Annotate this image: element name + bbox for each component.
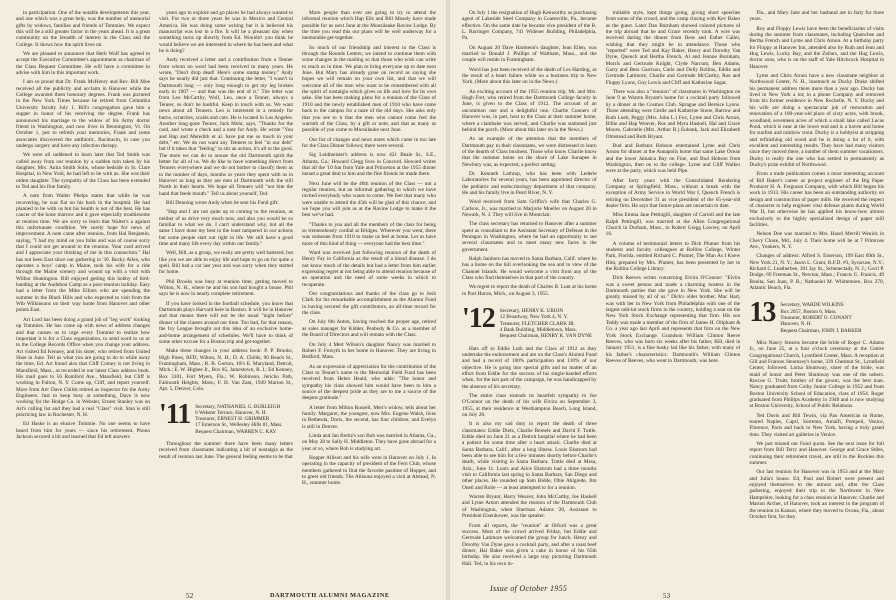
magazine-title: DARTMOUTH ALUMNI MAGAZINE xyxy=(270,592,390,599)
column-paragraph: Lyme and Chris Arnon have a new classmate neighbor at Northwood Center, N. H., inasmuch as Ducky Drake shifted his permanent address there more than a year ago. Ducky has lived in New York a lot; in a phone Company and removed from his former residence in New Rochelle, N. Y. Ducky and his wife are doing a spectacular job of restoration and renovation of a 180-year-old place of sixty acres, with brook, woodland, seventeen acres of which a small lake called Lucas Pond. which is near at the lower end and is a haven and home for sunfish and rainbow trout. Ducky is a hobbyist at stripping and refinishing old wood and he is doing a lot of it, with excellent and interesting results. They have had many visitors since they moved there, a number of them summer vacationers. Ducky is really the one who has settled in permanently as Ducky's prize exhibit of Northwood. xyxy=(749,73,884,168)
column-paragraph: On August 20 Dave Harmeon's daughter, Jean Ellen, was married to Donald J. Phillips of Waltham, Mass., and the couple will reside in Framingham. xyxy=(462,44,597,64)
class-officer-treasurer-address: Hanover, N. H. xyxy=(780,321,812,328)
class-officers xyxy=(500,307,592,339)
class-officer-secretary: Secretary, HENRY K. URION xyxy=(499,308,564,315)
issue-label: Issue of October 1955 xyxy=(490,584,568,593)
column-paragraph: We just missed our Fund quota. See the next issue for full report from Bill Terry and Hanover. George and Grace Stiles, continuing their retirement travel, are still in the Rockies this summer. xyxy=(749,441,884,467)
column-paragraph: Warren Bryant, Harry Weaver, John McCarthy, Joe Haskell and Lyme Arnon attended the reunion of the Dartmouth Club of Washington, when Sherman Adams '20, Assistant to President Eisenhower, was the speaker. xyxy=(462,494,597,520)
right-column-1 xyxy=(462,10,597,576)
column-paragraph: The entire class extends its heartfelt sympathy to Joe O'Connor on the death of his wife Elvira on September 3, 1955, at their residence at Westhampton Beach, Long Island, on July 28. xyxy=(462,392,597,419)
left-column-3 xyxy=(302,10,436,576)
left-column-1 xyxy=(16,10,150,576)
column-paragraph: From all reports, the "reunion" at Orford was a great success. Most of the crowd arrived Friday, but Eddie and Gertrude Latimore welcomed the group for lunch. Henry and Dorothy Van Dyne gave a cocktail party, and after a roast beef dinner, Hal Baker was given a cake in honor of his 65th birthday. He also received a large tray picturing Dartmouth Hall. Ted, in his own in- xyxy=(462,522,597,567)
column-paragraph: Our list of changes and news notes which came in too late for the Class Dinner follows; there were several. xyxy=(302,136,436,149)
column-paragraph: If you have looked in the football schedule, you know that Dartmouth plays Harvard here in Boston. It will be in Hanover and that means there will not be the usual "night before" dinner of the classes around our time. Too bad, for that reason, the Ivy League brought out this idea of an exclusive home-and-home arrangement of schedules. We'll have to think of some other excuse for a Boston trip and get-together. xyxy=(159,300,293,345)
column-paragraph: Linda and Jan Breitz's son Bob was married in Atlanta, Ga., on May 28 to Sally H. Middleton. They have gone abroad for a year or so, where Bob is studying art. xyxy=(302,432,436,452)
column-paragraph: Dr. Kenneth Lathrop, who has been with Lederle Laboratories for several years, has been appointed director of the pediatric and endocrinology department of that company. He and his family live in Pearl River, N. Y. xyxy=(462,170,597,196)
class-year-number: 13 xyxy=(749,297,776,329)
column-paragraph: We are pleased to announce that Herb Wolf has agreed to accept the Executive Committee's appointment as chairman of the Class Bequest Committee. He will have a committee to advise with him in this important work. xyxy=(16,51,150,77)
class-officer-bequest: Bequest Chairman, JOHN J. BARKER xyxy=(780,327,862,334)
column-paragraph: Hopper Allison and his wife were in Hanover on July 1. In operating in the capacity of president of the Fern Club, whose members gathered to find the favorite pastime of Hopper, and to greet old friends. The Allisons enjoyed a visit at Alstead, N. H., summer home. xyxy=(302,455,436,487)
left-page-columns xyxy=(16,10,436,576)
column-paragraph: So much of our friendship and interest in the Class is through the Rounds Letters; we intend to continue them with some changes in the mailing so that those who wish can write to reach us in time. We plan to bring everyone up to date next June. But Mary has already gone on record as saying she hopes we will remain on your own list, and that we will welcome all of the men who want to be remembered with all the spirit of nostalgia which gives us life and love for its own sake. She has been making plans for a reunion of the Class of 1910 and the newly established men of 1910 who have come back to the campus for a taste of the old days. She asks only that you see to it that the men who cannot come feel the warmth of the Class, by a gift or note, and that as many as possible of you come to Moosilauke next June. xyxy=(302,44,436,134)
class-officers xyxy=(195,403,282,435)
column-paragraph: Make these changes in your address book: P. P. Brooks, High Pines, RFD, Wilton, N. H.; D. A. Childs, 90 Beach St., Framingham, Mass.; R. B. Gorton, 16½ E. Maryland, Detroit, Mich.; E. W. Higbee Jr., Box 85, Jamestown, R. I.; Ed Kenney, Box 3101, Fort Myers, Fla.; W. Robinson, Jericho Path, Falmouth Heights, Mass.; F. H. Van Zant, 1949 Marion St., Apt. 5, Denver, Colo. xyxy=(159,348,293,393)
column-paragraph: An exciting account of the 1955 reunion trip, Mr. and Mrs. Hugh Fort, who retired from the Dartmouth College faculty in June, is given to the Class of 1912. The account of an uncommon one and a delightful one. Charlie Conners of Hanover was, in part, host to the Class at their summer home, where a clambake was served, and Charlie was stationed just behind the porch. (More about this later on in the News.) xyxy=(462,88,597,133)
column-paragraph: It is also my sad duty to report the death of three classmates: Eddie Dietz, Charlie Remele and David F. Tuttle. Eddie died on June 21 as a Detroit hospital where he had been a patient for some time after a heart attack. Charlie died at Santa Barbara, Calif., after a long illness. Louis Ekstrom had been able to see him for a few minutes shortly before Charlie's death, while visiting in Santa Barbara. Tuttle died at Mesa, Ariz., June 11. Louis and Alice Ekstrom had a three months visit to California last spring in Santa Barbara, San Diego and other places. He rounded up Sam Ridde, Obie Ahlgrede, Jim Oneil and Rolle — at least attempted to for a reunion. xyxy=(462,421,597,491)
class-year-number: '12 xyxy=(462,303,495,335)
column-paragraph: Bill Denning wrote Andy when he sent his Fund gift: xyxy=(166,199,279,206)
class-officer-treasurer: Treasurer, ROBERT O. CONANT xyxy=(780,315,852,322)
class-officer-address: Box 2057, Boston 6, Mass. xyxy=(780,308,837,315)
column-paragraph: I am so proud that Dr. Frank McHenry and Rev. Bill Moe received all the publicity and acclaim in Hanover while the College awarded them honorary degrees. Frank was pictured in the New York Times because he retired from Columbia University faculty July 1. Bill's congregation gave him a supper in honor of his receiving the degree. Frank has announced his marriage to the widow of his Army doctor friend in Washington, and now lives in Bennington, Vt. On October 1, just to refresh your memories, Frank and some associates discovered the antibiotic, Bacitracin, in case you undergo surgery and have any infection therapy. xyxy=(16,79,150,149)
column-paragraph: Word has just been received of the death of Les Harding, as the result of a heart failure while on a business trip to New York. (More about this later on in the News.) xyxy=(462,66,597,86)
column-paragraph: More people than ever are going to try to attend the informal reunion which Hap Ells and Bill Mosely have made possible for us next June at the Moosilauke Ravine Lodge. By the time you read this our plans will be well underway for a memorable get-together. xyxy=(302,10,436,42)
class-officer-address: 12 Broadway, New York 4, N. Y. xyxy=(499,314,568,321)
left-column-2 xyxy=(159,10,293,576)
class-officers xyxy=(780,301,861,333)
column-paragraph: As an expression of appreciation for the contribution of the Class to Tenner's name to the Memorial Field Fund has been received from Helen Heald, who adds: "The honor and sympathy his class showed him would have been to him a source of the deepest pride as they are to me a source of the deepest gratitude." xyxy=(302,363,436,402)
class-officer-treasurer-address: 4 Bank Building, Middletown, Mass. xyxy=(499,326,577,333)
right-page xyxy=(450,0,896,600)
class-officer-address: 6 Webster Terrace, Hanover, N. H. xyxy=(195,409,267,416)
column-paragraph: Ed Haske is an elusive Tommie. No one seems to have heard from him for years — since his retirement. Phono Jackson secured a bit and learned that Ed left answers xyxy=(16,421,150,440)
column-paragraph: imitable style, kept things going, giving short speeches from some of the crowd, and the camp closing with Kev Baker as the guest. Later Dan Burnham showed colored pictures of the trip abroad that he and Grace recently took. A wire was received during the dinner from Bess and Esther Caller, wishing that they might be in attendance. Those who "reported" were Ted and Kay Baker, Henry and Dorothy Van Dyne, Quench and Bertha French, Al and Jeanne Burnham, Morris and Gertrude Knight, Clyde Narcum, Ben Adams, Garry and Bess Garrison, Carle and Dolly Rollins, Eddie and Gertrude Latimore, Charlie and Gertrude McCarthy, Roe and Fluppy Lyons, Guy Lewis and Cliff and Katherine Sugar. xyxy=(605,10,741,86)
column-paragraph: On July 1 the resignation of Hugh Kenworthy as purchasing agent of Lakeside Steel Company in Coatesville, Pa., became effective. On the same date he became vice president of the R. L. Barringer Company, 741 Widener Building, Philadelphia, Pa. xyxy=(462,10,597,42)
column-paragraph: Word received from Sam Griffin's wife that Charles G. Carlson, Jr., was married to Marjorie Moeller on August 20 in Newark, N. J. They will live in Montclair. xyxy=(462,199,597,218)
column-paragraph: in participation. One of the notable developments this year, and one which was a great help, was the number of memorial gifts by widows, families and friends of Tommies. We expect this will be a still greater factor in the years ahead. It is a great community on the breadth of interest in the Class and the College. It shows how the spirit lives on. xyxy=(16,10,150,48)
column-paragraph: "Thanks to you and all the members of the class for being so tremendously cordial at Bridges. Wherever you went, there was someone from 1910 to make us feel at home. Let us have more of this kind of thing — everyone had the best time." xyxy=(302,221,436,247)
column-paragraph: Andy received a letter and a contribution from a Tenner from whom no word had been received in many years. He wrote, "Don't drop dead! Here's some stamp money." Andy says he nearly did just that. Continuing the letter, "I wasn't in Dartmouth long — only long enough to get my leg broken early in 1907 — and that was the end of it." The letter was from Leo McCarthy, Wolf, Leo, once a Tenner, always a Tenner, so don't be bashful. Keep in touch with us. We want news about all Tenners. Leo is interested in a remedy for burns, scratches, scalds and cuts. He is located in Los Angeles. Another long-gone Tenner, Jack Mohr, says, "Thanks for the card, and wrote a check and a note for Andy. He wrote "You and Hap and Meredith et al. have put me so much in your debt," etc. We do not want any Tenners to feel "in our debt" but if it takes that "feeling" to stir an action, it's all to the good. The more we can do to arouse the old Dartmouth spirit the better for all of us. We do like to have something direct from Tenners everywhere and we do not bother to classify them as to the number of days, months or years they spent with us in Hanover as long as they are men of Dartmouth with the still North in their hearts. We hope all Tenners will "not bite the hand that feeds mouth." Tell us about yourself, Ted. xyxy=(159,57,293,197)
class-header xyxy=(462,303,597,340)
column-paragraph: years ago to explore and go places he had always wanted to visit. For two or three years he was in Mexico and Central America. He was doing some writing but it is believed his manuscript was lost in a fire. It will be a pleasant day when something turns up directly from Ed. Wouldn't you think he would believe we are interested in where he has been and what he is doing? xyxy=(159,10,293,55)
column-paragraph: A note from Walter Phelps states that while he was recovering, he was flat on his back in the hospital. He had planned to be with us but his health is not of the best. He has cancer of the bone marrow and it gave especially troublesome at reunion time. We are sorry to learn that Walter's a against this unfortunate condition. We surely hope for news of improvement. A note came after reunion, from Hal Benjamin, saying, "I had my mind on you folks and was of course sorry that I could not get around to the reunion. Your card arrived and I appreciate your thinking of me in this connection." Hal has not been East since our gathering in '30. Bucky Allen, who operates a boys' camp in Maine, took his wife for a ride through the Maine scenery and wound up with a visit with Wilbur Huntington. Bill enjoyed getting this hobby of bird-banding at the Audubon Camp as a post-reunion holiday. Easy had a letter from the Mike Elliots who are spending the summer in the Black Hills and who expected to visit from the Wib Wilkinsons on their way home from Hanover and other points East. xyxy=(16,193,150,314)
column-paragraph: Bud and Barbara Hobson entertained Lyme and Chris Arnon for dinner at the Annapolis home that same Lake Ocean and the lower Jamaica Bay on Fine, and Bud Hobson from Washington, then on to the college. Lyme and Cliff Walker were at the party, which was held Pipe. xyxy=(605,142,741,175)
column-paragraph: Miss Nancy Stearns became the bride of Roger C. Adams Jr., on June 25, at a four o'clock ceremony at the Centre Congregational Church, Lynnfield Center, Mass. A reception at Gill and Frances Stearnsey's home, 339 Chestnut St., Lynnfield Center, followed. Lorna Shumway, sister of the bride, was maid of honor and Peter Shumway was one of the ushers. Roscoe G. Truitt, brother of the groom, was the best man. Nancy graduated from Colby Junior College in 1952 and from Boston University School of Education, class of 1954. Roger graduated from Phillips Academy in 1948 and is now studying at Boston University, School of Public Relations. xyxy=(749,339,884,410)
column-paragraph: Ted Davis and Bill Tewin, via Pan American to Rome, toured Naples, Capri, Sorrento, Amalfi, Pompeii, Venice, Florence, Paris and back to New York, having a truly grand time. They visited art galleries in Venice. xyxy=(749,412,884,438)
class-officer-treasurer: Treasurer, FLETCHER CLARK JR. xyxy=(499,320,576,327)
class-officer-treasurer: Treasurer, ERNEST H. GRIMMER xyxy=(195,416,270,423)
column-paragraph: On July 6th Anton, having reached the proper age, retired as sales manager for Kidder, Peabody & Co. as a member of the Board of Directors and will remain with the Class. xyxy=(302,319,436,339)
column-paragraph: Phil Brooks was busy at reunion time, getting moved to Wilton, N. H., where he and his son had bought a house. Phil says he is now in nearly complete retirement. xyxy=(159,278,293,298)
column-paragraph: The class secretary has returned to Hanover after a summer spent as consultant to the Assistant Secretary of Defense in the Pentagon in Washington, where he had an opportunity to see several classmates and to meet many new faces in the government. xyxy=(462,221,597,253)
column-paragraph: Well, Bill, as a group, we really are pretty well battered, but like you we are able to enjoy life and hope to go on for quite a spell. Bill had a car last year and was sorry when they started for home. xyxy=(159,250,293,276)
class-officer-secretary: Secretary, WARDE WILKINS xyxy=(780,302,844,309)
column-paragraph: Throughout the summer there have been many letters received from classmates indicating a bit of nostalgia as the result of reunion last June. The general feeling seems to be that xyxy=(159,441,293,460)
class-header xyxy=(749,297,884,334)
left-page xyxy=(0,0,446,600)
column-paragraph: Our last reunion for Hanover was in 1953 and at the Mary and Julia's house. Ed, Paul and Robert were present and enjoyed themselves to the utmost and, after the Class gathering, enjoyed their trip to the Northwest in New Hampshire, looking for a class reunion in Hanover. Charlie and Marion Archer, of Hanover, took an interest in the program of the reunion in Kansas, where they moved to Ocona, Fla., about October first, for they xyxy=(749,469,884,520)
right-column-3 xyxy=(749,10,884,576)
column-paragraph: Sig Leidmeister's address is now 421 Beale St., S.E., Atlanta, Ga.; Howard Clegg lives in Concord. Howard writes that all the '10 fun from Yale and Princeton at the 1955 dinner meant a great deal to him and the fine friends he made there. xyxy=(302,152,436,178)
class-officer-secretary: Secretary, NATHANIEL G. BURLEIGH xyxy=(195,403,281,410)
class-year-number: '11 xyxy=(159,398,191,430)
right-page-columns xyxy=(462,10,884,576)
column-paragraph: A volume of testimonial letters to Dick Plumer from his students and faculty colleagues at Rollins College, Winter Park, Florida, entitled Richard C. Plumer, The Man As I Knew Him, prepared by Mrs. Plumer, has been presented by her to the Rollins College Library. xyxy=(605,240,741,273)
column-paragraph: Art Lord has been doing a grand job of "leg work" looking up Tommies. He has come up with news of address changes and that causes us to urge every Tommie to realize how important it is for a Class organization, to send word to us or to the College Records Office when you change your address. Art visited Ed Kenney, and his sister, who retired from United Shoe in June. Tell us what you are going to do to while away the time, Ed. Art found also that Cliff Comey is not living in Mansfield, Mass., as recorded in our latest Class address book. His mail goes to 56 Rumford Ave., Mansfield, but Cliff is working in Fulton, N. Y. Come up, Cliff, and report yourself. More from Art: Dave Childs retired as inspector for the Army Engineers. Just to keep busy at something, Dave is now working for the Hodge Co. in Webster, Ernest Stanley was on Art's calling list and they had a real "Class" visit. Stan is still practicing law in Rochester, N. H. xyxy=(16,316,150,418)
right-column-2 xyxy=(606,10,741,576)
column-paragraph: Nelson Doe was married to Mrs. Hazel Merrill Wenick in Chevy Chase, Md., July 4. Their home will be at 7 Primrose Ave., Yonkers, N. Y. xyxy=(749,231,884,251)
column-paragraph: Dick Reeves writes concerning Elvira O'Connor: "Elvira was a sweet person and made a charming hostess in the Dartmouth parties that she gave in New York. She will be greatly missed by all of us." Dick's older brother, Mac Hart, was with her in New York from Philadelphia with one of the largest odd-lot stock firms in the country, holding a seat on the New York Stock Exchange representing that firm. His son Teddy was made a member of the firm of James H. Oliphant & Co. a year ago last April and represents that firm on the New York Stock Exchange. Grandson William Clinton Reeve Reeves, who was born six weeks after his father, Bill, died in January 1951, is a fine husky lad like his father, with many of his father's characteristics. Dartmouth's William Clinton Reeves of Reeves, who went to Dartmouth, was here. xyxy=(605,275,741,364)
column-paragraph: On July 4 Mert Wilson's daughter Nancy was married to Robert F. Forsyth in her home in Hanover. They are living in Bedford, Mass. xyxy=(302,341,436,361)
column-paragraph: There was also a "reunion" of classmates in Washington on June 9 as Warren Bryant's home for a cocktail party followed by a dinner at the Cosmos Club. Sprague and Bernice Lyons. Those attending were Cestle and Katherine Stone, Barrow and Ruth Loeb, Peggy (Mrs. John L.) Fox, Lyme and Chris Arnon, Billie and Hap Weaver, Ros and Myra Haskell, Hal and Grace Moore, Gabrielle (Mrs. Arthur R.) Eubank, Jack and Elizabeth Olmstead and Ruth Bryant. xyxy=(605,89,741,140)
class-officer-bequest: Bequest Chairman, HENRY K. VAN DYNE xyxy=(499,333,593,340)
page-number: 52 xyxy=(186,592,194,600)
column-paragraph: Next June will be the 46th reunion of the Class — not a regular reunion, but an informal gathering to which we have invited everybody who wants to come. We feel that many who were unable to attend the 45th will be glad of this chance, and we hope you will join us at the Ravine Lodge to make it the best we've had. xyxy=(302,180,436,219)
column-paragraph: After forty years with the Consolidated Rendering Company at Springfield, Mass., without a break with the exception of Army Service in World War I, Quench French is retiring on December 31 as vice president of the 65-year-old dealer firm. He says that future plans are uncertain to date. xyxy=(605,177,741,209)
column-paragraph: Roy and Floppy Lewis have been the beneficiaries of visits during the summer from classmates, including Quenchee and Bertha French and Lyme and Chris Arnon. At a birthday party for Floppy at Hanover Inn, attended also by Ruth and Jean and Hug Lewis, Lucky Bay, and the Zellars, and the Hug Lewis, doctor sons, who is on the staff of Yale Hitchcock Hospital in Hanover. xyxy=(749,25,884,70)
column-paragraph: Our congratulations and thanks of the class go to Josh Clark for his remarkable accomplishment as the Alumni Fund in having secured the gift contributors, an all-time record for the class. xyxy=(302,291,436,317)
column-paragraph: Miss Emma Jane Pettingill, daughter of Carroll and the late Ralph Pettingill, was married at the Allen Congregational Church in Durham, Mass., to Robert Gregg Lowrey, on April 16. xyxy=(605,212,741,238)
column-paragraph: We regret to report the death of Charles B. Lunt at his home in Port Huron, Mich., on August 3, 1955. xyxy=(462,284,597,297)
column-paragraph: Fla., and Mary Jane and her husband are in Italy for three years. xyxy=(749,10,884,23)
class-officer-treasurer-address: 17 Emerson St., Wellesley Hills 81, Mass. xyxy=(195,422,283,429)
class-header xyxy=(159,398,293,435)
column-paragraph: Ralph Sanborn has moved to Santa Barbara, Calif. where he has a home on the hill overlooking the sea and in view of the Channel Islands. He would welcome a visit from any of the Class who find themselves in that part of the country. xyxy=(462,256,597,282)
column-paragraph: Ward was received just following reunion of the death of Henry Fay in California as the result of a blood disease. I do not know much of the details but had a letter from him earlier expressing regret at not being able to attend reunion because of an operation and the need of some weeks in which to recuperate. xyxy=(302,250,436,288)
column-paragraph: "Hap and I are not quite up to coming to the reunion, as neither of us drive very much now, and also you would be so familiar to what we do. I can't understand why, but all the same I have done my best in the least tampered in our actions but some people start out right in life. We still have a good time and many life every day within our family." xyxy=(159,209,293,248)
column-paragraph: Hats off to Eddie Loth and the Class of 1912 as they undertake the endorsement and are on the Class's Alumni Fund and had a record of 100% participation and 110% of our objective. He is going into special gifts and no matter of an effort from Eddie for the success of his single-handed efforts when, for the last part of the campaign, he was handicapped by the absence of his secretary. xyxy=(462,345,597,390)
column-paragraph: From a trade publication comes a most interesting account of Bill Baker's career as project engineer of the Big Paper Producer H. A. Ferguson Company, with which Bill began his work in 1913. His career has been an outstanding authority on design and construction of paper mills. He received the respect of character to help engineer vital defense plants during World War II, but otherwise he has applied his know-how almost exclusively to the highly specialized design of paper mill facilities. xyxy=(749,171,884,228)
column-paragraph: We were all saddened to learn later that Ted Smith was called away from our reunion by a sudden turn taken by his daughter, Mrs. Anita Smith Solis, whose bedside in St. Clare Hospital, in New York, he had left to be with us. She was their oldest daughter. The sympathy of the Class has been extended to Ted and his fine family. xyxy=(16,152,150,190)
column-paragraph: Changes of address: Alfred S. Emerson, 199 East 69th St., New York 21, N. Y.; Jason L. Grant, R.F.D. #3, Syracuse, N.Y.; Richard C. Leatherbee, 301 Jay St., Schenectady, N. J.; Cecil P. Dodge, 69 Freeman St., Newton, Mass.; Francis G. Francis, 49 Bonita, San Juan, P. R.; Nathaniel M. Whittemore, Box 270, Atlantic Beach, Fla. xyxy=(749,253,884,292)
page-number: 53 xyxy=(663,592,671,600)
class-officer-bequest: Bequest Chairman, WARREN C. KAY xyxy=(195,428,277,435)
column-paragraph: A letter from Milton Russell, Mert's widow, tells about her family. Margaret, the youngest, now Mrs. Eugene Walsh, lives in Bethesda; Doris, the second, has four children; and Evelyn is still in Denver. xyxy=(302,404,436,430)
column-paragraph: As an example of the attention that the members of Dartmouth pay to their classmates, we were distressed to learn of the dearth of Class business. Those who know Charlie know that the summer home on the shore of Lake Sunapee in Newbury was, as expected, a perfect setting. xyxy=(462,136,597,168)
